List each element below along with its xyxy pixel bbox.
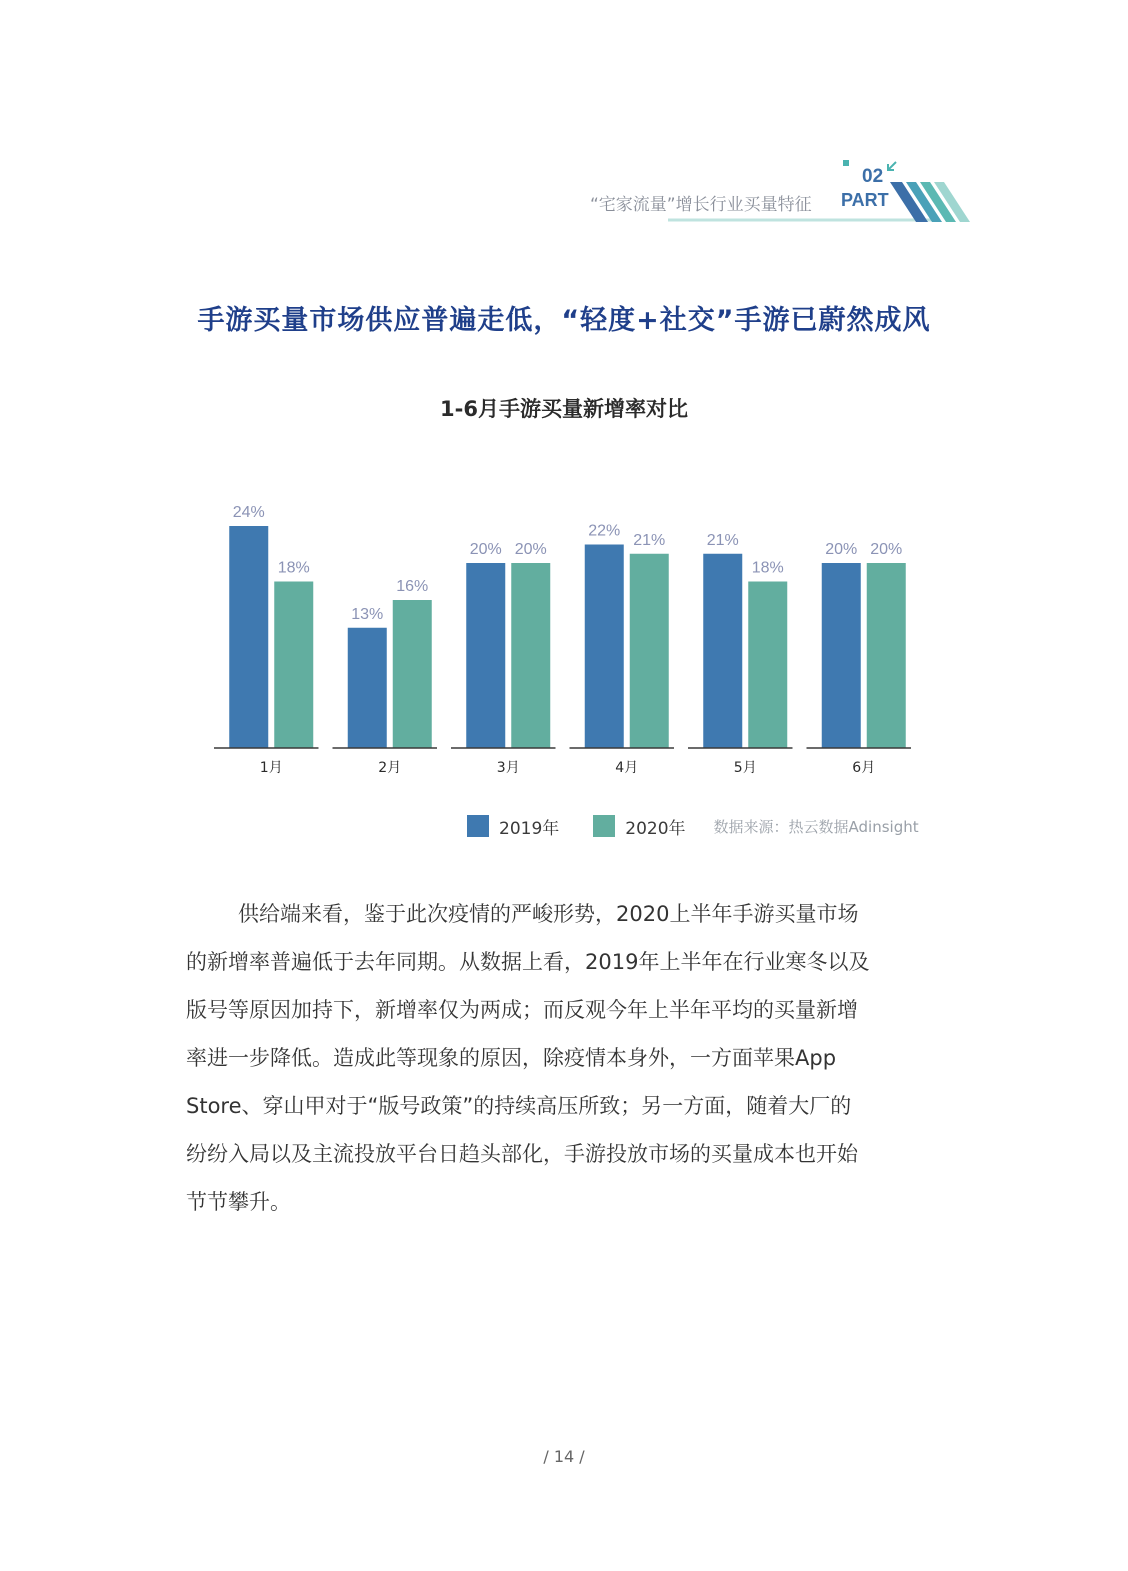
x-tick-label: 4月 [615, 760, 639, 776]
bar-2019-5 [703, 554, 742, 748]
bar-2019-6 [822, 563, 861, 748]
x-tick-label: 2月 [378, 760, 402, 776]
x-tick-label: 6月 [852, 760, 876, 776]
x-tick-label: 5月 [733, 760, 757, 776]
legend-item-2020 [593, 814, 685, 839]
data-label: 16% [396, 578, 429, 595]
data-label: 21% [633, 531, 666, 549]
body-paragraph [186, 890, 946, 1226]
paragraph-line: 率进一步降低。造成此等现象的原因，除疫情本身外，一方面苹果App [186, 1046, 837, 1070]
data-label: 24% [232, 504, 265, 521]
paragraph-line: 的新增率普遍低于去年同期。从数据上看，2019年上半年在行业寒冬以及 [186, 950, 870, 974]
chart-legend [467, 814, 919, 838]
legend-label-2020: 2020年 [625, 818, 686, 839]
page-number: / 14 / [543, 1447, 585, 1466]
bar-2020-4 [630, 554, 669, 748]
source-note: 数据来源：热云数据Adinsight [713, 817, 919, 836]
data-label: 22% [588, 522, 621, 540]
data-label: 20% [870, 541, 903, 558]
part-number: 02 [862, 166, 884, 187]
paragraph-line: 节节攀升。 [186, 1190, 291, 1214]
data-label: 18% [751, 559, 784, 577]
paragraph-line: 供给端来看，鉴于此次疫情的严峻形势，2020上半年手游买量市场 [238, 902, 859, 926]
section-header [560, 150, 980, 240]
bar-2020-5 [748, 582, 787, 749]
bar-2020-1 [274, 582, 313, 749]
chart-title: 1-6月手游买量新增率对比 [440, 397, 688, 421]
part-label: PART [841, 190, 889, 210]
bar-2019-2 [348, 628, 387, 748]
paragraph-line: 版号等原因加持下，新增率仅为两成；而反观今年上半年平均的买量新增 [186, 998, 858, 1022]
bar-2019-3 [466, 563, 505, 748]
page-headline: 手游买量市场供应普遍走低，“轻度+社交”手游已蔚然成风 [197, 305, 931, 336]
accent-square-icon [843, 160, 849, 166]
data-label: 21% [706, 531, 739, 549]
legend-item-2019 [467, 814, 559, 839]
legend-label-2019: 2019年 [499, 818, 560, 839]
bar-2020-3 [511, 563, 550, 748]
section-title: “宅家流量”增长行业买量特征 [590, 195, 812, 215]
data-label: 20% [514, 541, 547, 558]
arrow-icon [888, 162, 896, 170]
bar-2019-4 [585, 545, 624, 749]
x-tick-label: 3月 [496, 760, 520, 776]
bar-2020-2 [393, 600, 432, 748]
legend-swatch-2019 [467, 815, 489, 837]
bar-chart [0, 490, 1128, 790]
data-label: 20% [825, 541, 858, 558]
data-label: 13% [351, 605, 384, 623]
paragraph-line: Store、穿山甲对于“版号政策”的持续高压所致；另一方面，随着大厂的 [186, 1094, 852, 1118]
bar-2020-6 [867, 563, 906, 748]
data-label: 18% [277, 559, 310, 577]
bar-2019-1 [229, 526, 268, 748]
x-tick-label: 1月 [259, 760, 283, 776]
data-label: 20% [469, 541, 502, 558]
legend-swatch-2020 [593, 815, 615, 837]
paragraph-line: 纷纷入局以及主流投放平台日趋头部化，手游投放市场的买量成本也开始 [186, 1142, 858, 1166]
